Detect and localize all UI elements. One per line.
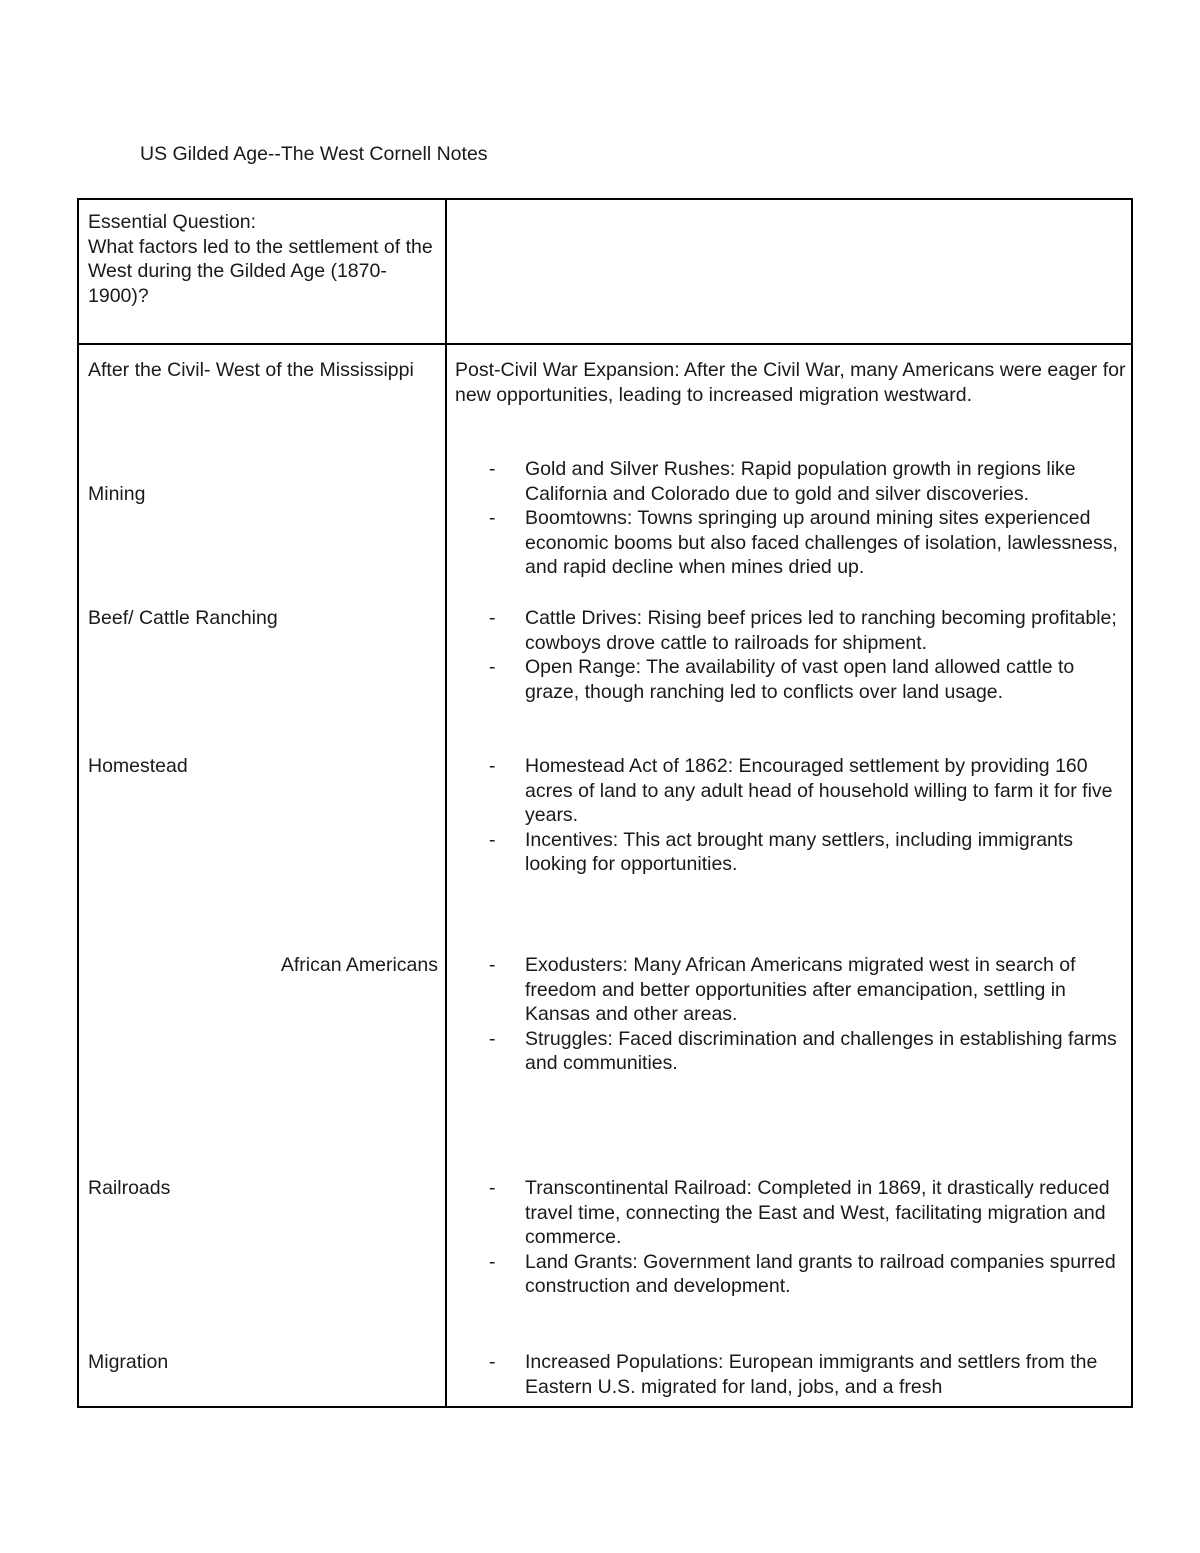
cue-mining: Mining	[88, 483, 146, 505]
bullet-dash: -	[489, 458, 496, 480]
bullet-dash: -	[489, 1027, 496, 1050]
cue-african-americans: African Americans	[280, 954, 438, 976]
column-divider	[445, 200, 447, 1406]
cue-railroads: Railroads	[88, 1177, 171, 1199]
row-divider	[79, 343, 1131, 345]
notes-homestead	[489, 754, 1129, 877]
notes-african-americans	[489, 953, 1129, 1076]
cornell-notes-table	[77, 198, 1133, 1408]
cue-cattle-ranching: Beef/ Cattle Ranching	[88, 607, 278, 629]
notes-mining	[489, 457, 1129, 580]
bullet-dash: -	[489, 656, 496, 679]
bullet-dash: -	[489, 607, 496, 629]
list-item: - Increased Populations: European immigrants and settlers from the Eastern U.S. migrated for land, jobs, and a fresh	[489, 1351, 1098, 1398]
list-item: - Transcontinental Railroad: Completed in 1869, it drastically reduced travel time, connecting the East and West, facilitating migration and commerce.	[489, 1177, 1110, 1249]
bullet-dash: -	[489, 954, 496, 976]
cue-migration: Migration	[88, 1351, 169, 1373]
list-item: - Cattle Drives: Rising beef prices led to ranching becoming profitable; cowboys drove cattle to railroads for shipment.	[489, 607, 1117, 654]
notes-railroads	[489, 1176, 1129, 1299]
essential-question-label: Essential Question:	[88, 211, 257, 233]
list-item: - Incentives: This act brought many settlers, including immigrants looking for opportunities.	[489, 828, 1074, 876]
essential-question-text: What factors led to the settlement of the West during the Gilded Age (1870-1900)?	[88, 235, 433, 307]
list-item: - Gold and Silver Rushes: Rapid population growth in regions like California and Colorado due to gold and silver discoveries.	[489, 458, 1076, 505]
list-item: - Open Range: The availability of vast open land allowed cattle to graze, though ranching led to conflicts over land usage.	[489, 656, 1075, 703]
list-item: - Boomtowns: Towns springing up around mining sites experienced economic booms but also faced challenges of isolation, lawlessness, and rapid decline when mines dried up.	[489, 507, 1118, 579]
cue-after-civil-war: After the Civil- West of the Mississippi	[88, 359, 414, 381]
list-item: - Exodusters: Many African Americans migrated west in search of freedom and better opportunities after emancipation, settling in Kansas and other areas.	[489, 954, 1076, 1026]
notes-cattle-ranching	[489, 606, 1129, 704]
bullet-dash: -	[489, 1351, 496, 1373]
note-post-civil-war-expansion: Post-Civil War Expansion: After the Civil War, many Americans were eager for new opportunities, leading to increased migration westward.	[455, 359, 1126, 406]
notes-migration	[489, 1350, 1129, 1399]
list-item: - Struggles: Faced discrimination and challenges in establishing farms and communities.	[489, 1027, 1117, 1075]
page-title: US Gilded Age--The West Cornell Notes	[140, 143, 488, 165]
bullet-dash: -	[489, 1177, 496, 1199]
cue-homestead: Homestead	[88, 755, 188, 777]
essential-question-cell	[88, 210, 438, 308]
list-item: - Land Grants: Government land grants to railroad companies spurred construction and development.	[489, 1250, 1116, 1298]
bullet-dash: -	[489, 507, 496, 530]
bullet-dash: -	[489, 755, 496, 777]
bullet-dash: -	[489, 1250, 496, 1273]
bullet-dash: -	[489, 828, 496, 851]
list-item: - Homestead Act of 1862: Encouraged settlement by providing 160 acres of land to any adult head of household willing to farm it for five years.	[489, 755, 1113, 827]
